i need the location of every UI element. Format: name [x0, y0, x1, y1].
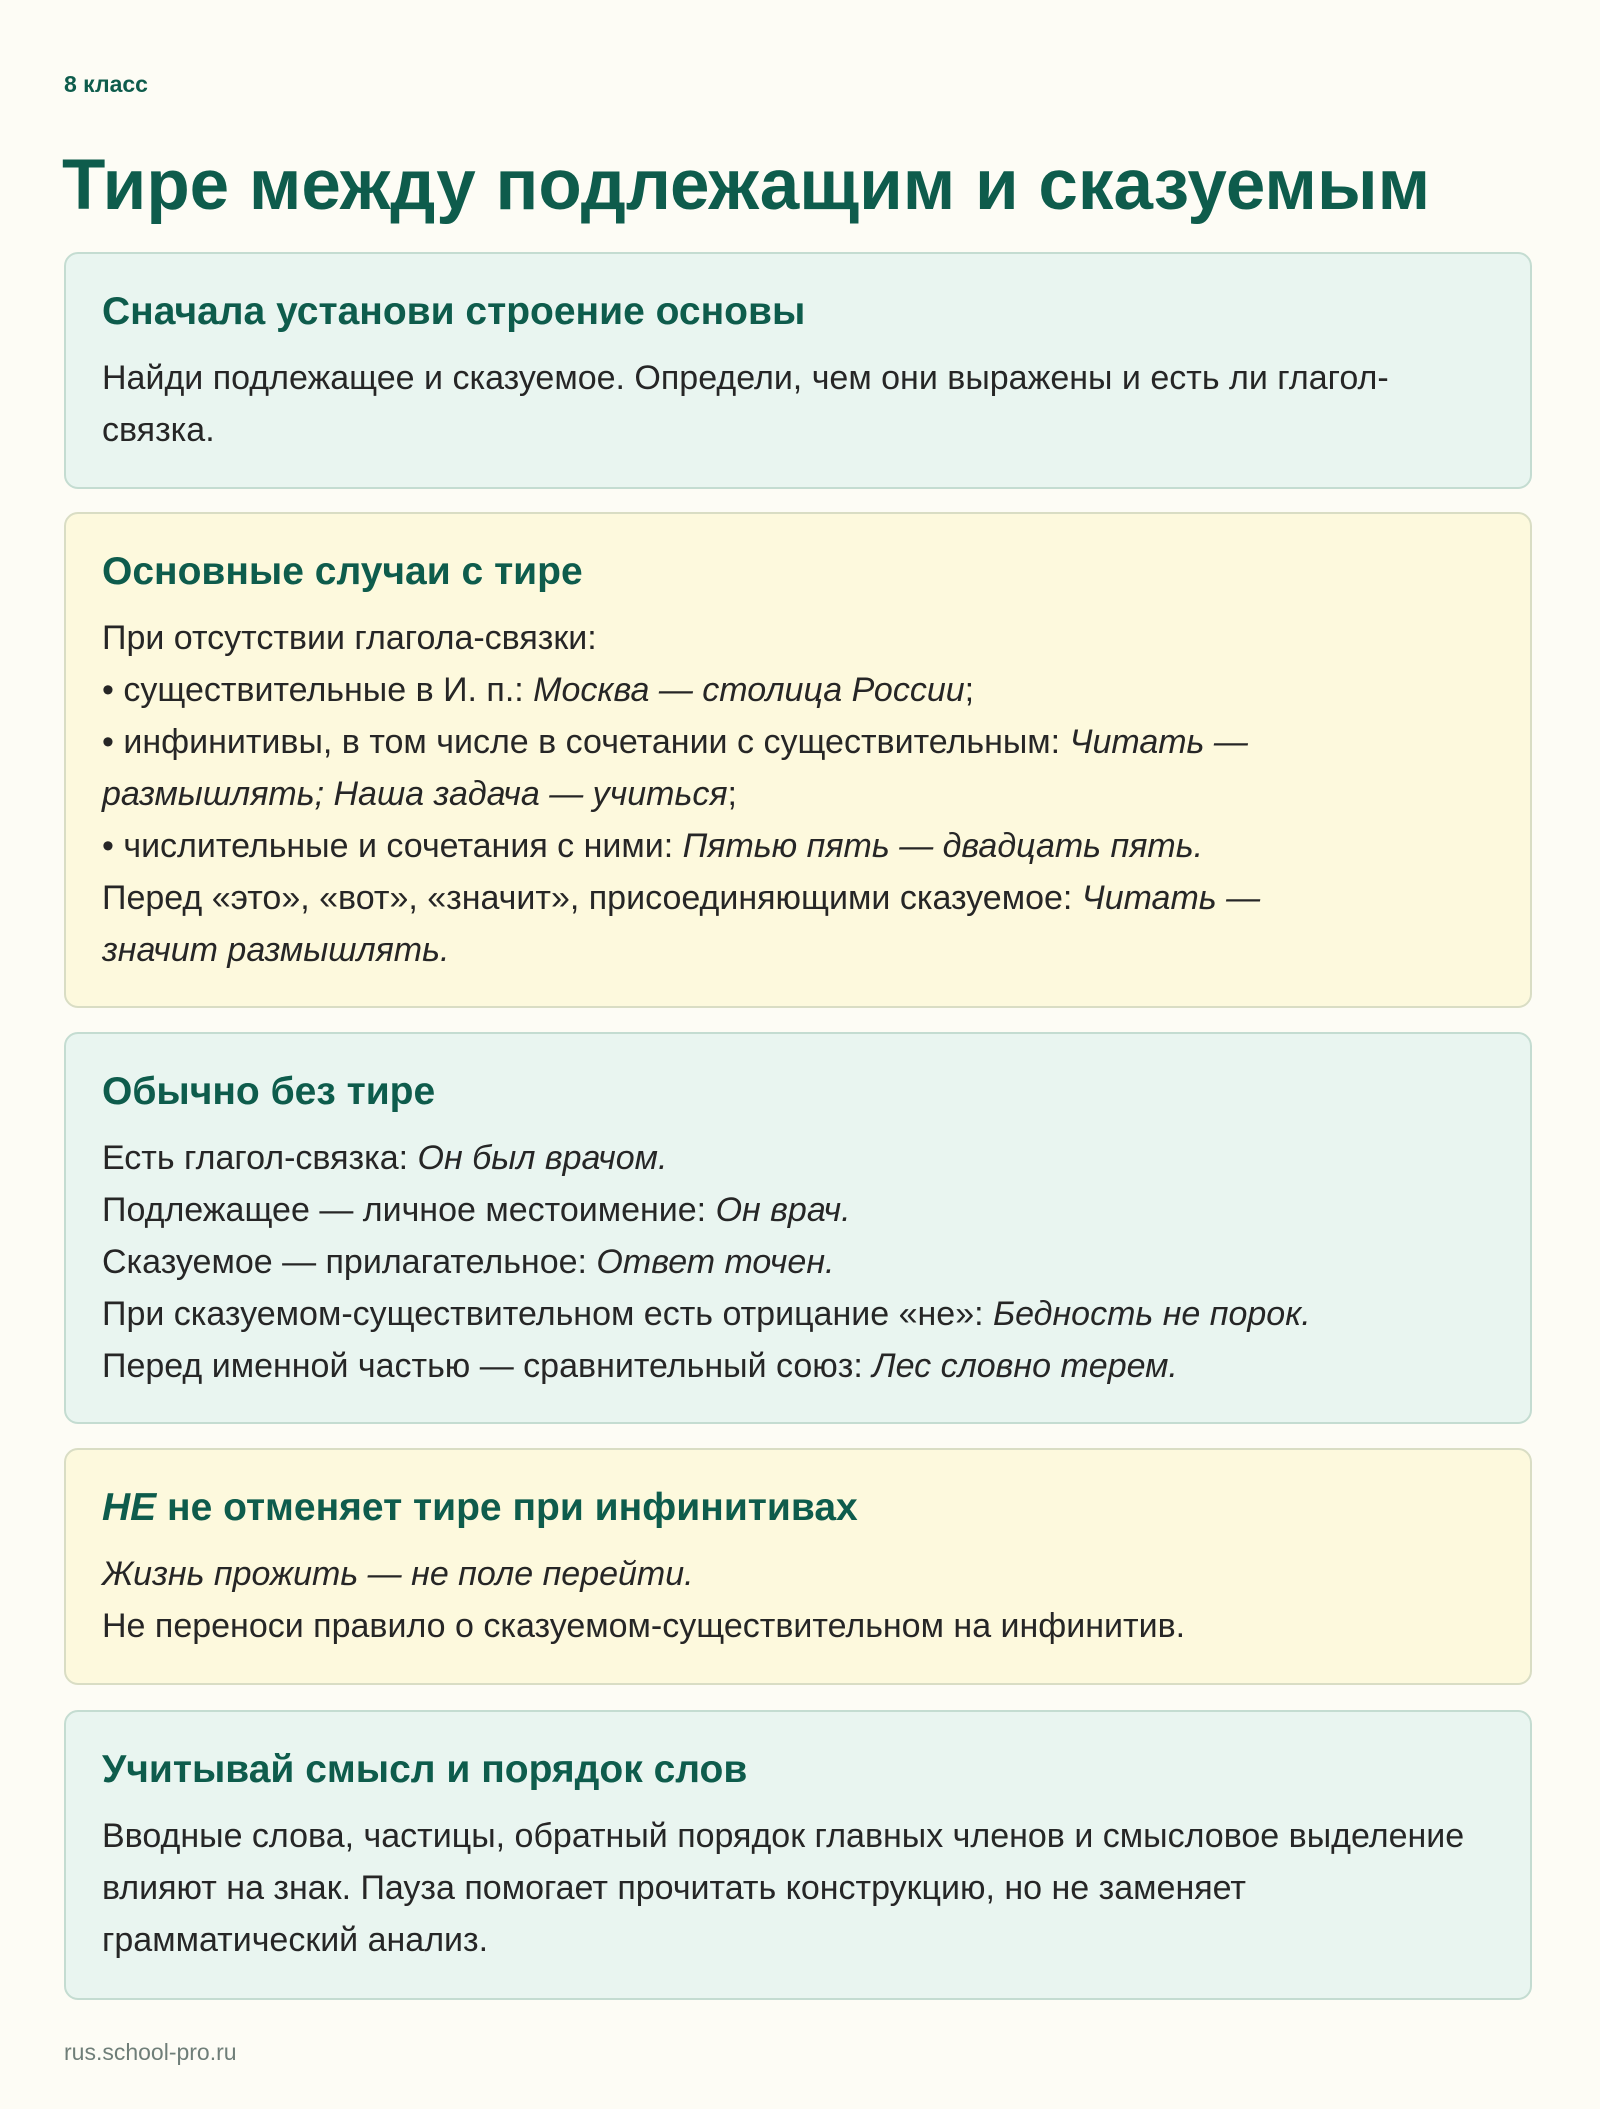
card-ne-infinitive	[64, 1448, 1532, 1685]
footer-site: rus.school-pro.ru	[64, 2039, 237, 2065]
list-item	[102, 820, 1496, 872]
card-example: Жизнь прожить — не поле перейти.	[102, 1555, 694, 1593]
card-text: Найди подлежащее и сказуемое. Определи, чем они выражены и есть ли глагол-связка.	[102, 359, 1389, 449]
card-heading: Учитывай смысл и порядок слов	[102, 1748, 748, 1791]
item-tail: ;	[727, 775, 737, 813]
card-meaning-order	[64, 1710, 1532, 2000]
page-title: Тире между подлежащим и сказуемым	[62, 146, 1431, 225]
item-example: размышлять; Наша задача — учиться	[102, 775, 728, 813]
item-example: Он врач.	[715, 1191, 851, 1229]
list-item	[102, 716, 1496, 768]
card-heading: Основные случаи с тире	[102, 550, 583, 593]
card-heading: Сначала установи строение основы	[102, 290, 806, 333]
item-text: • инфинитивы, в том числе в сочетании с существительным:	[102, 723, 1070, 761]
item-example: Пятью пять — двадцать пять.	[682, 827, 1204, 865]
card-structure	[64, 252, 1532, 489]
item-example: Москва — столица России	[533, 671, 965, 709]
list-item	[102, 1340, 1496, 1392]
grade-label: 8 класс	[64, 71, 148, 97]
item-text: Сказуемое — прилагательное:	[102, 1243, 597, 1281]
card-heading: Обычно без тире	[102, 1070, 436, 1113]
item-text: Перед «это», «вот», «значит», присоединяющими сказуемое:	[102, 879, 1082, 917]
item-text: • числительные и сочетания с ними:	[102, 827, 683, 865]
card-text: Не переноси правило о сказуемом-существительном на инфинитив.	[102, 1607, 1186, 1645]
list-item	[102, 1132, 1496, 1184]
item-text: Подлежащее — личное местоимение:	[102, 1191, 716, 1229]
heading-emphasis: НЕ	[102, 1486, 157, 1529]
extra-rule-continued	[102, 924, 1496, 976]
item-example: Читать —	[1069, 723, 1248, 761]
card-main-cases	[64, 512, 1532, 1008]
list-item-continued	[102, 768, 1496, 820]
item-text: Есть глагол-связка:	[102, 1139, 418, 1177]
item-example: Ответ точен.	[596, 1243, 835, 1281]
item-example: Он был врачом.	[417, 1139, 668, 1177]
card-heading	[102, 1482, 1496, 1534]
item-text: Перед именной частью — сравнительный союз:	[102, 1347, 873, 1385]
card-no-dash	[64, 1032, 1532, 1424]
list-item	[102, 1236, 1496, 1288]
extra-rule	[102, 872, 1496, 924]
list-item	[102, 1184, 1496, 1236]
item-example: Бедность не порок.	[993, 1295, 1311, 1333]
item-example: значит размышлять.	[102, 931, 450, 969]
item-tail: ;	[964, 671, 975, 709]
list-item	[102, 1288, 1496, 1340]
item-example: Лес словно терем.	[872, 1347, 1178, 1385]
card-intro: При отсутствии глагола-связки:	[102, 619, 597, 657]
list-item	[102, 664, 1496, 716]
heading-text: не отменяет тире при инфинитивах	[156, 1486, 858, 1529]
item-example: Читать —	[1081, 879, 1261, 917]
item-text: • существительные в И. п.:	[102, 671, 534, 709]
card-text: Вводные слова, частицы, обратный порядок главных членов и смысловое выделение влияют на знак. Пауза помогает прочитать конструкцию, но не заменяет грамматический анализ.	[102, 1817, 1465, 1959]
item-text: При сказуемом-существительном есть отрицание «не»:	[102, 1295, 993, 1333]
